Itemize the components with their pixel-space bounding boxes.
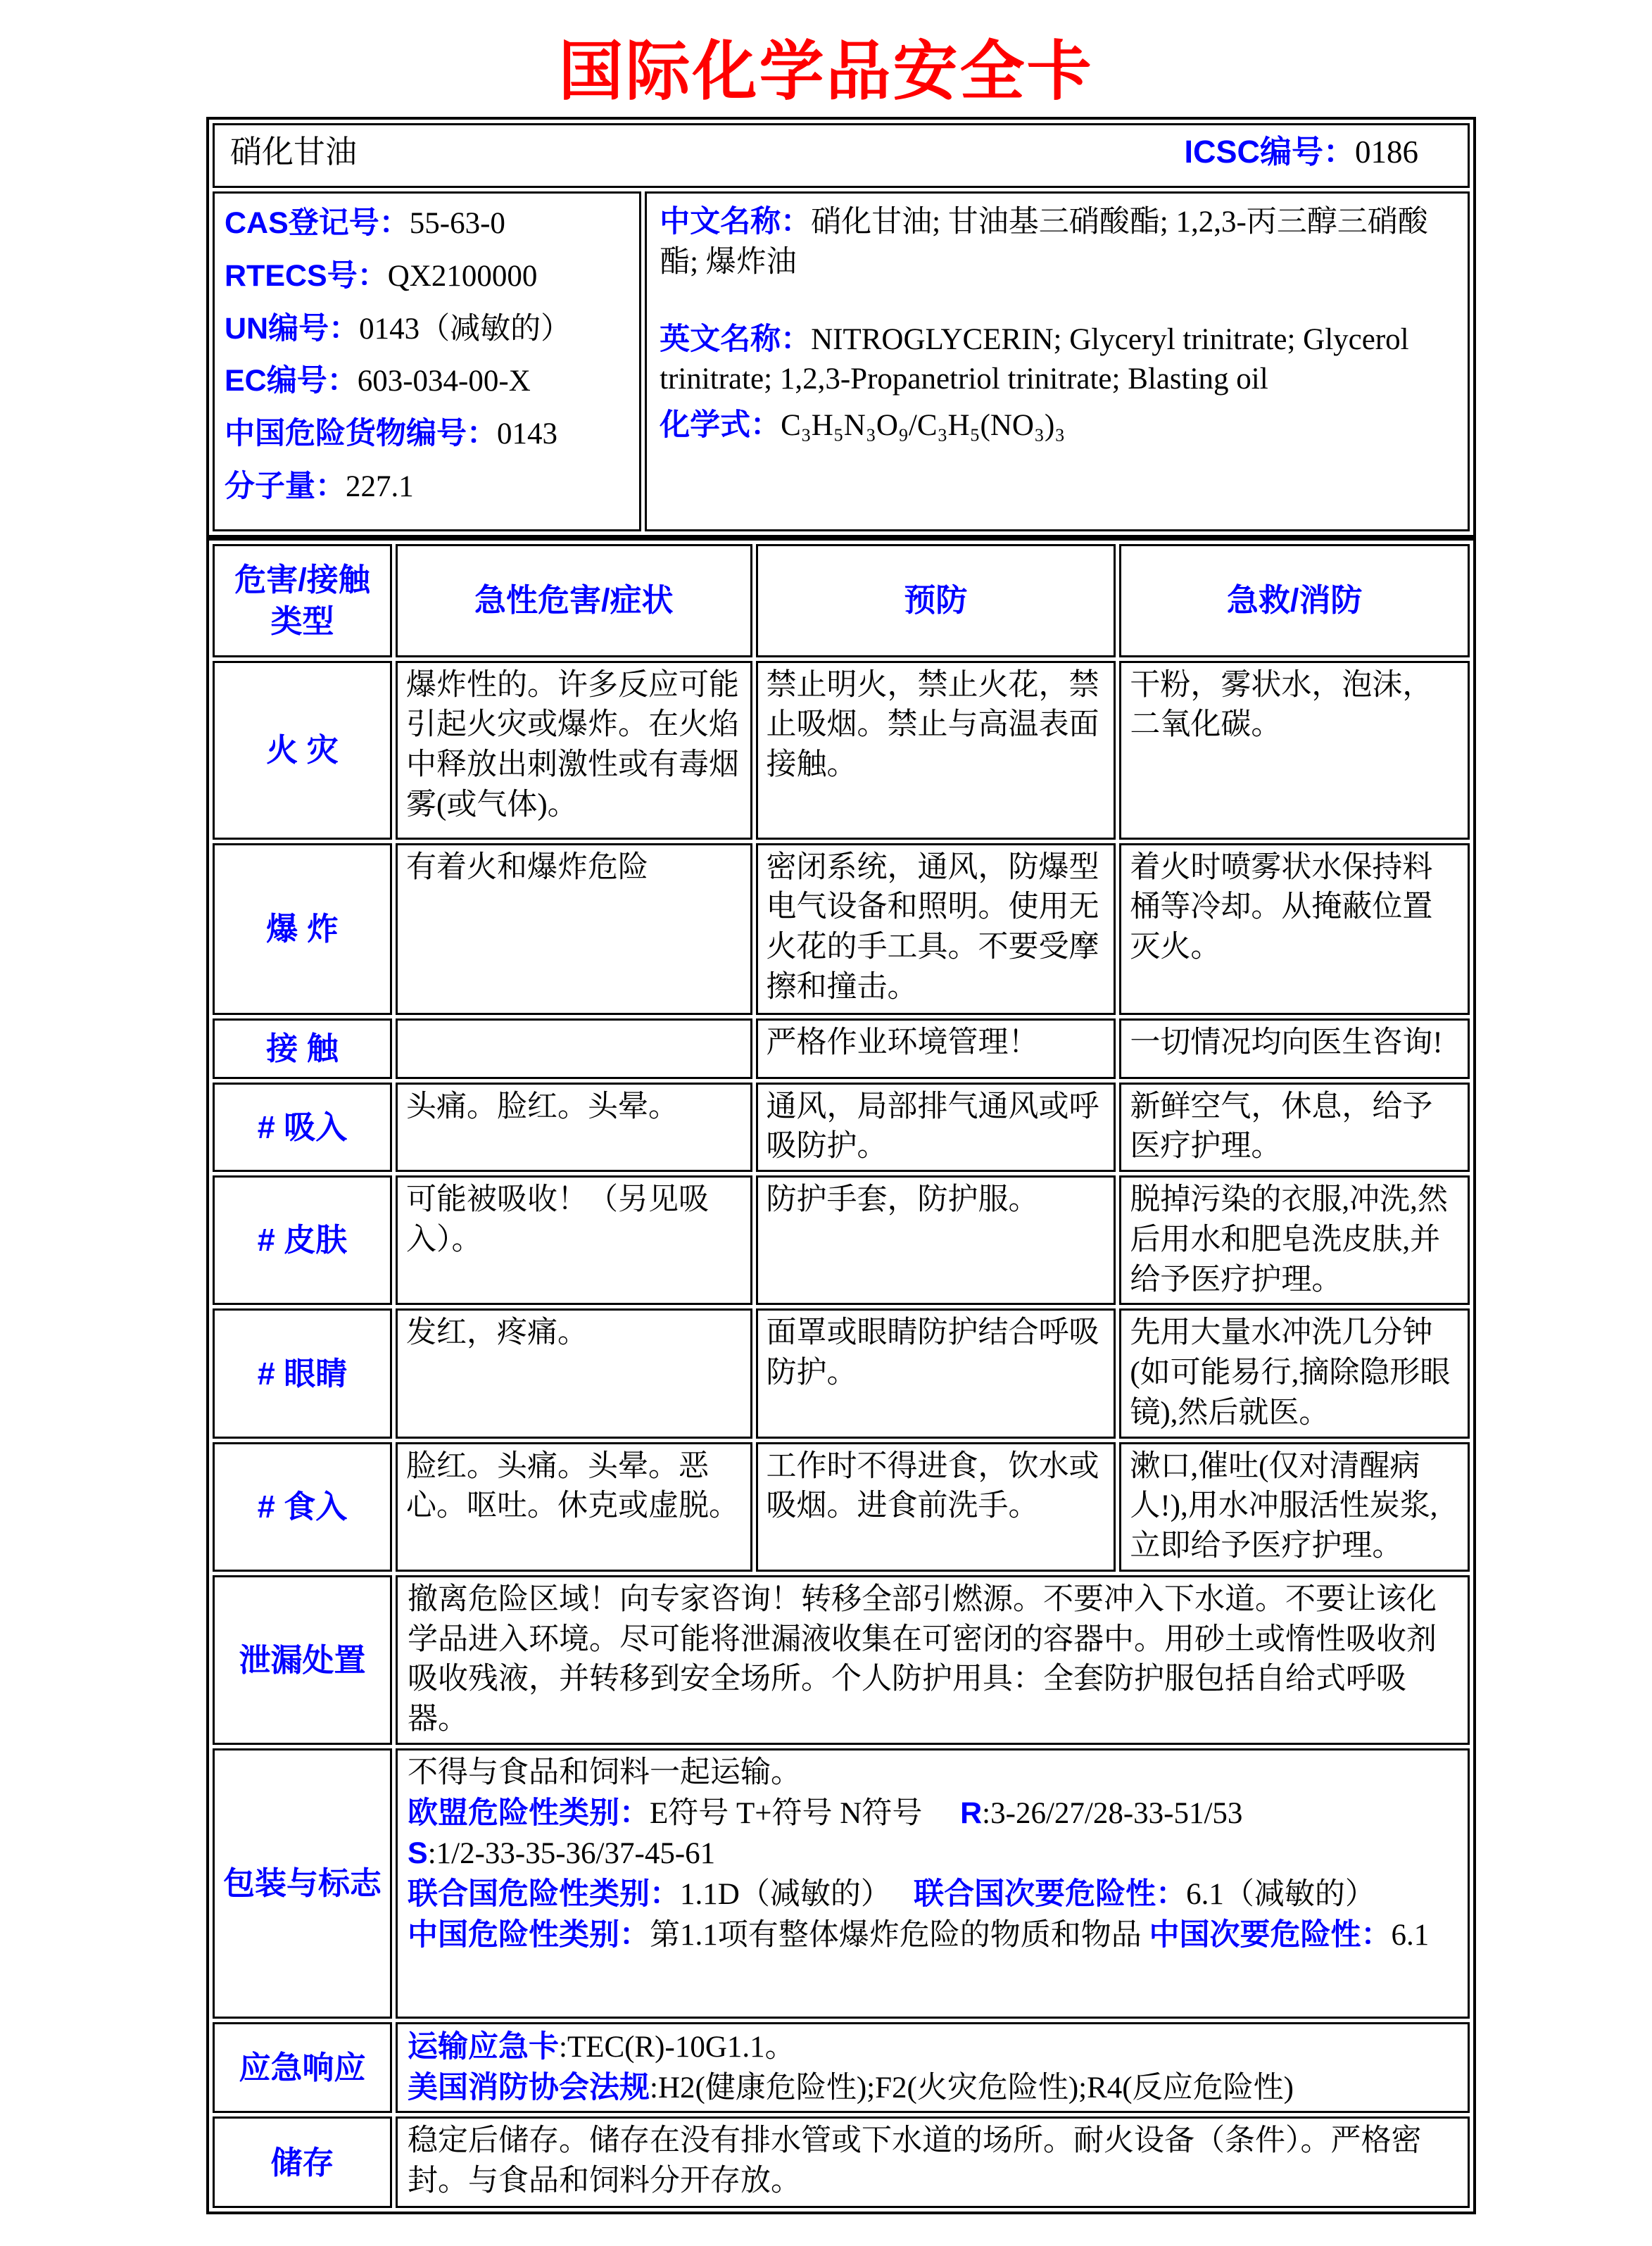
hazard-row-explosion: [213, 843, 1470, 1015]
identification-table: [206, 117, 1476, 538]
identifiers-row: [213, 191, 1470, 531]
field-label: 英文名称：: [660, 322, 812, 356]
symptoms-cell: 可能被吸收！（另见吸入）。: [396, 1175, 752, 1305]
text-line: [408, 1915, 1458, 1956]
names-cell: [645, 191, 1470, 531]
field-label: 中国危险性类别：: [408, 1917, 650, 1952]
prevention-cell: 禁止明火，禁止火花，禁止吸烟。禁止与高温表面接触。: [756, 661, 1116, 840]
field-value: NITROGLYCERIN; Glyceryl trinitrate; Glycerol trinitrate; 1,2,3-Propanetriol trinitrate; Blasting oil: [660, 322, 1409, 396]
card-header-cell: [213, 123, 1470, 188]
field-label: S: [408, 1836, 428, 1871]
cas-number-line: [225, 203, 635, 244]
un-number-line: [225, 309, 635, 350]
first-aid-cell: 漱口,催吐(仅对清醒病人!),用水冲服活性炭浆,立即给予医疗护理。: [1119, 1442, 1470, 1572]
field-value: 6.1（减敏的）: [1186, 1878, 1375, 1911]
chinese-name-line: [660, 202, 1455, 283]
field-value: 硝化甘油; 甘油基三硝酸酯; 1,2,3-丙三醇三硝酸酯; 爆炸油: [660, 206, 1428, 279]
field-label: 中文名称：: [660, 205, 812, 239]
hazard-row-eyes: [213, 1308, 1470, 1438]
field-value: :TEC(R)-10G1.1。: [559, 2030, 795, 2064]
field-label: CAS登记号：: [225, 206, 410, 240]
prevention-cell: 面罩或眼睛防护结合呼吸防护。: [756, 1308, 1116, 1438]
prevention-cell: 通风，局部排气通风或呼吸防护。: [756, 1083, 1116, 1173]
header-hazard-type: 危害/接触类型: [213, 544, 392, 657]
icsc-label: ICSC编号：: [1184, 134, 1355, 170]
field-value: :H2(健康危险性);F2(火灾危险性);R4(反应危险性): [650, 2071, 1294, 2105]
field-value: 6.1: [1391, 1918, 1430, 1952]
hazard-row-contact: [213, 1018, 1470, 1079]
field-value: 第1.1项有整体爆炸危险的物质和物品: [650, 1918, 1149, 1952]
row-label: # 食入: [213, 1442, 392, 1572]
packaging-labelling-row: [213, 1748, 1470, 2019]
hazard-row-skin: [213, 1175, 1470, 1305]
icsc-number: 0186: [1355, 134, 1418, 170]
first-aid-cell: 一切情况均向医生咨询!: [1119, 1018, 1470, 1079]
english-name-line: [660, 320, 1455, 400]
field-label: 化学式：: [660, 408, 781, 442]
field-value: :1/2-33-35-36/37-45-61: [427, 1837, 716, 1871]
icsc-number-group: [1184, 131, 1418, 174]
page-title: 国际化学品安全卡: [558, 36, 1094, 108]
first-aid-cell: 脱掉污染的衣服,冲洗,然后用水和肥皂洗皮肤,并给予医疗护理。: [1119, 1175, 1470, 1305]
field-label: EC编号：: [225, 364, 358, 398]
field-value: 撤离危险区域！向专家咨询！转移全部引燃源。不要冲入下水道。不要让该化学品进入环境。尽可能将泄漏液收集在可密闭的容器中。用砂土或惰性吸收剂吸收残液，并转移到安全场所。个人防护用具：全套防护服包括自给式呼吸器。: [408, 1582, 1437, 1736]
field-value: 0143（减敏的）: [359, 312, 572, 346]
hazard-row-ingestion: [213, 1442, 1470, 1572]
field-label: RTECS号：: [225, 258, 388, 293]
identifiers-cell: [213, 191, 641, 531]
symptoms-cell: 脸红。头痛。头晕。恶心。呕吐。休克或虚脱。: [396, 1442, 752, 1572]
field-label: R: [960, 1796, 983, 1830]
field-label: 美国消防协会法规: [408, 2070, 650, 2105]
header-first-aid: 急救/消防: [1119, 544, 1470, 657]
hazard-row-fire: [213, 661, 1470, 840]
field-value: E符号 T+符号 N符号: [650, 1796, 961, 1830]
row-label: 储存: [213, 2116, 392, 2208]
field-label: 分子量：: [225, 469, 346, 503]
prevention-cell: 严格作业环境管理！: [756, 1018, 1116, 1079]
symptoms-cell: 爆炸性的。许多反应可能引起火灾或爆炸。在火焰中释放出刺激性或有毒烟雾(或气体)。: [396, 661, 752, 840]
first-aid-cell: 先用大量水冲洗几分钟(如可能易行,摘除隐形眼镜),然后就医。: [1119, 1308, 1470, 1438]
ec-number-line: [225, 361, 635, 402]
emergency-response-row: [213, 2022, 1470, 2114]
field-value: 55-63-0: [409, 207, 505, 240]
text-line: [408, 1753, 1458, 1793]
spillage-content: [396, 1575, 1470, 1745]
row-label: 包装与标志: [213, 1748, 392, 2019]
hazard-row-inhalation: [213, 1083, 1470, 1173]
text-line: [408, 1874, 1458, 1915]
text-line: [408, 1793, 1458, 1834]
field-value: 不得与食品和饲料一起运输。: [408, 1755, 802, 1789]
emergency-response-content: [396, 2022, 1470, 2114]
prevention-cell: 工作时不得进食，饮水或吸烟。进食前洗手。: [756, 1442, 1116, 1572]
card-header-row: [213, 123, 1470, 188]
field-value: QX2100000: [387, 259, 538, 293]
header-prevention: 预防: [756, 544, 1116, 657]
field-label: UN编号：: [225, 311, 360, 346]
text-line: [408, 2068, 1458, 2109]
symptoms-cell: 有着火和爆炸危险: [396, 843, 752, 1015]
safety-card: [206, 117, 1476, 2214]
field-value: 0143: [497, 417, 557, 450]
field-label: 联合国危险性类别：: [408, 1877, 681, 1911]
row-label: 泄漏处置: [213, 1575, 392, 1745]
row-label: # 眼睛: [213, 1308, 392, 1438]
field-value: 227.1: [346, 469, 414, 503]
row-label: 火 灾: [213, 661, 392, 840]
text-line: [408, 1580, 1458, 1740]
field-value: :3-26/27/28-33-51/53: [982, 1796, 1243, 1830]
substance-name: 硝化甘油: [230, 134, 358, 170]
field-label: 欧盟危险性类别：: [408, 1796, 650, 1830]
text-line: [408, 1834, 1458, 1874]
symptoms-cell: 头痛。脸红。头晕。: [396, 1083, 752, 1173]
text-line: [408, 2027, 1458, 2068]
field-label: 联合国次要危险性：: [914, 1877, 1187, 1911]
first-aid-cell: 着火时喷雾状水保持料桶等冷却。从掩蔽位置灭火。: [1119, 843, 1470, 1015]
row-label: # 皮肤: [213, 1175, 392, 1305]
field-value: C₃H₅N₃O₉/C₃H₅(NO₃)₃: [781, 409, 1066, 442]
rtecs-number-line: [225, 256, 635, 297]
storage-row: [213, 2116, 1470, 2208]
prevention-cell: 防护手套，防护服。: [756, 1175, 1116, 1305]
field-value: 1.1D（减敏的）: [680, 1878, 914, 1911]
field-label: 中国危险货物编号：: [225, 417, 497, 450]
header-acute-symptoms: 急性危害/症状: [396, 544, 752, 657]
first-aid-cell: 新鲜空气，休息，给予医疗护理。: [1119, 1083, 1470, 1173]
formula-line: [660, 405, 1455, 446]
field-value: 603-034-00-X: [357, 365, 531, 398]
packaging-content: [396, 1748, 1470, 2019]
symptoms-cell: [396, 1018, 752, 1079]
row-label: # 吸入: [213, 1083, 392, 1173]
hazard-header-row: [213, 544, 1470, 657]
molecular-weight-line: [225, 467, 635, 507]
row-label: 应急响应: [213, 2022, 392, 2114]
field-label: 运输应急卡: [408, 2029, 560, 2064]
prevention-cell: 密闭系统，通风，防爆型电气设备和照明。使用无火花的手工具。不要受摩擦和撞击。: [756, 843, 1116, 1015]
symptoms-cell: 发红，疼痛。: [396, 1308, 752, 1438]
hazard-table: [206, 538, 1476, 2215]
field-value: 稳定后储存。储存在没有排水管或下水道的场所。耐火设备（条件）。严格密封。与食品和饲料分开存放。: [408, 2124, 1422, 2197]
china-dg-number-line: [225, 414, 635, 455]
first-aid-cell: 干粉，雾状水，泡沫，二氧化碳。: [1119, 661, 1470, 840]
field-label: 中国次要危险性：: [1149, 1917, 1392, 1952]
spillage-row: [213, 1575, 1470, 1745]
row-label: 爆 炸: [213, 843, 392, 1015]
row-label: 接 触: [213, 1018, 392, 1079]
storage-content: [396, 2116, 1470, 2208]
text-line: [408, 2121, 1458, 2202]
